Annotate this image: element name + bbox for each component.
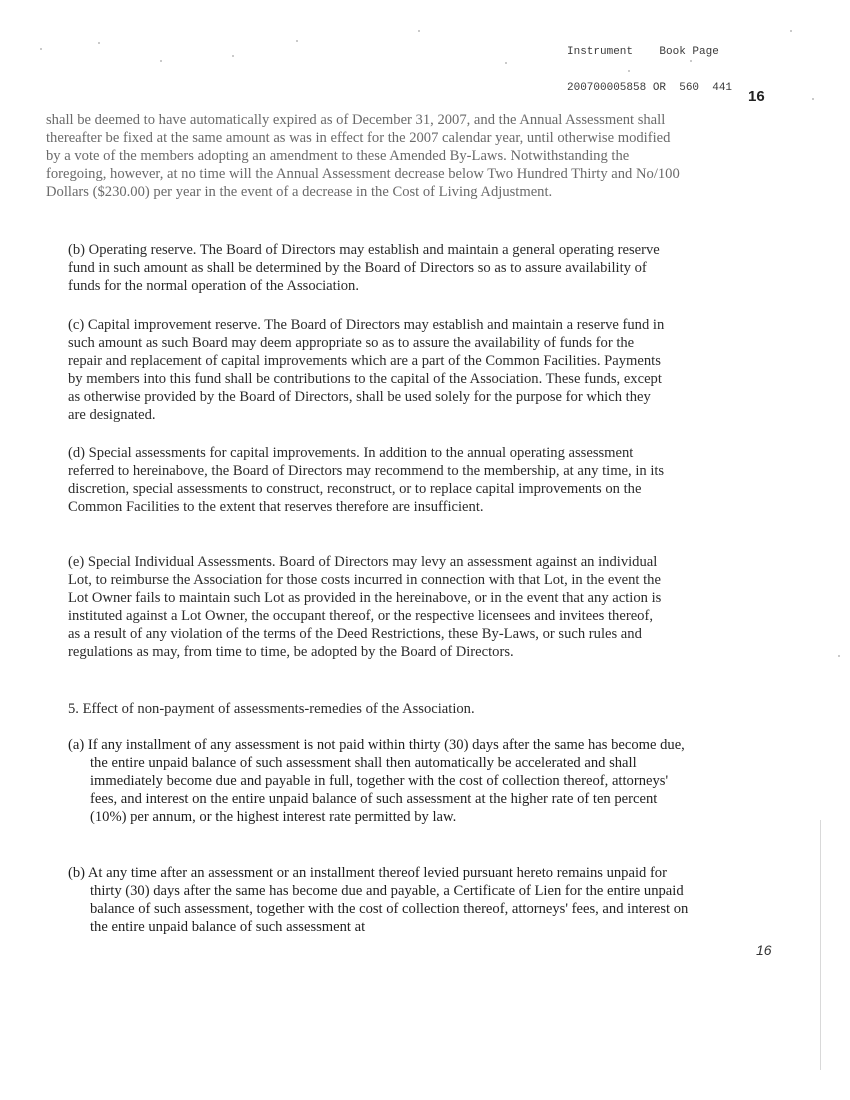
scan-speck [790, 30, 792, 32]
scan-speck [505, 62, 507, 64]
section-5b-paragraph: (b) At any time after an assessment or an installment thereof levied pursuant hereto remains unpaid for thirty (30) days after the same has become due and payable, a Certificate of Lien for the entire unpaid balance of such assessment, together with the cost of collection thereof, attorneys' fees, and interest on the entire unpaid balance of such assessment at [68, 865, 689, 935]
section-5a-paragraph: (a) If any installment of any assessment is not paid within thirty (30) days after the same has become due, the entire unpaid balance of such assessment shall then automatically be accelerated and shall immediately become due and payable in full, together with the cost of collection thereof, attorneys' fees, and interest on the entire unpaid balance of such assessment at the higher rate of ten percent (10%) per annum, or the highest interest rate permitted by law. [68, 737, 685, 825]
scan-speck [628, 70, 630, 72]
scan-speck [418, 30, 420, 32]
scan-edge-line [820, 820, 821, 1070]
scan-speck [296, 40, 298, 42]
scan-speck [690, 60, 692, 62]
page-number-top: 16 [748, 88, 765, 105]
section-5-heading: 5. Effect of non-payment of assessments-remedies of the Association. [68, 701, 475, 717]
recording-stamp [567, 22, 732, 118]
scan-speck [812, 98, 814, 100]
scan-speck [838, 655, 840, 657]
paragraph-capital-improvement-reserve: (c) Capital improvement reserve. The Board of Directors may establish and maintain a reserve fund in such amount as such Board may deem appropriate so as to assure the availability of funds for the repair and replacement of capital improvements which are a part of the Common Facilities. Payments by members into this fund shall be contributions to the capital of the Association. These funds, except as otherwise provided by the Board of Directors, shall be used solely for the purpose for which they are designated. [68, 317, 665, 423]
page-number-bottom: 16 [756, 942, 772, 958]
paragraph-operating-reserve: (b) Operating reserve. The Board of Directors may establish and maintain a general operating reserve fund in such amount as shall be determined by the Board of Directors so as to assure availability of funds for the normal operation of the Association. [68, 242, 660, 294]
recording-stamp-labels: Instrument Book Page [567, 46, 719, 58]
paragraph-special-individual-assessments: (e) Special Individual Assessments. Board of Directors may levy an assessment against an individual Lot, to reimburse the Association for those costs incurred in connection with that Lot, in the event the Lot Owner fails to maintain such Lot as provided in the hereinabove, or in the event that any action is instituted against a Lot Owner, the occupant thereof, or the respective licensees and invitees thereof, as a result of any violation of the terms of the Deed Restrictions, these By-Laws, or such rules and regulations as may, from time to time, be adopted by the Board of Directors. [68, 554, 662, 660]
paragraph-special-assessments: (d) Special assessments for capital improvements. In addition to the annual operating assessment referred to hereinabove, the Board of Directors may recommend to the membership, at any time, in its discretion, special assessments to construct, reconstruct, or to replace capital improvements on the Common Facilities to the extent that reserves therefore are insufficient. [68, 445, 665, 515]
intro-paragraph: shall be deemed to have automatically expired as of December 31, 2007, and the Annual Assessment shall thereafter be fixed at the same amount as was in effect for the 2007 calendar year, until otherwise modified by a vote of the members adopting an amendment to these Amended By-Laws. Notwithstanding the foregoing, however, at no time will the Annual Assessment decrease below Two Hundred Thirty and No/100 Dollars ($230.00) per year in the event of a decrease in the Cost of Living Adjustment. [46, 112, 680, 200]
scan-speck [98, 42, 100, 44]
scan-speck [232, 55, 234, 57]
scan-speck [40, 48, 42, 50]
recording-stamp-numbers: 200700005858 OR 560 441 [567, 82, 733, 94]
scan-speck [160, 60, 162, 62]
